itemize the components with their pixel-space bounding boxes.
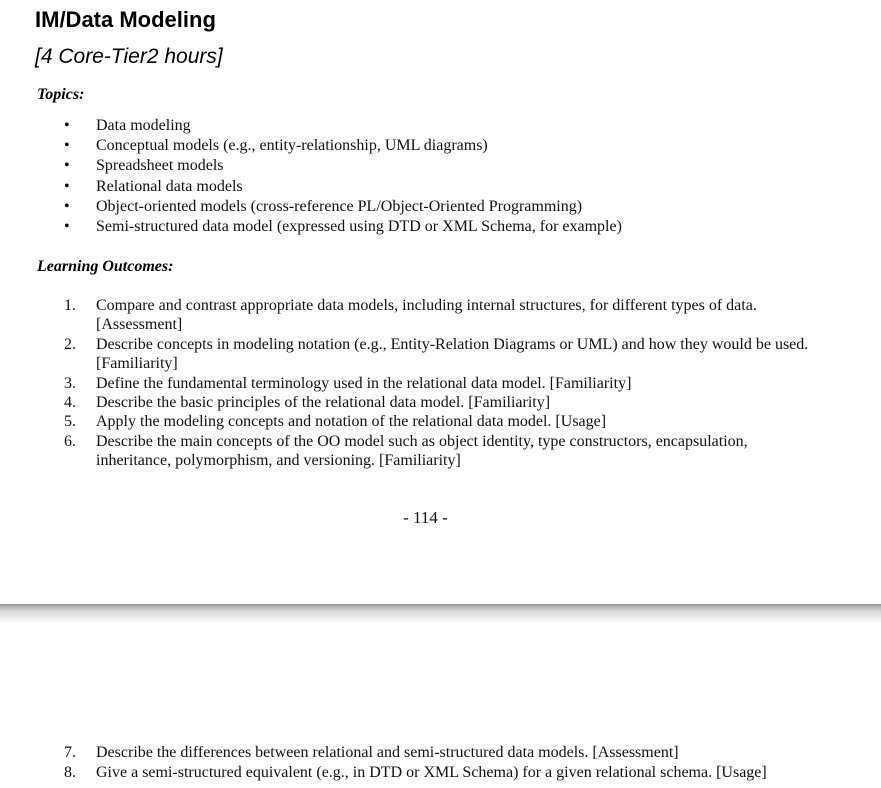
topic-text: Relational data models bbox=[96, 177, 243, 195]
outcome-text: Describe the main concepts of the OO model such as object identity, type constructors, encapsulation, inheritance, polymorphism, and versioning. [Familiarity] bbox=[96, 433, 748, 469]
outcome-text: Describe the differences between relational and semi-structured data models. [Assessment] bbox=[96, 744, 679, 761]
outcome-number: 6. bbox=[64, 433, 76, 450]
outcome-number: 5. bbox=[64, 413, 76, 430]
outcome-text: Apply the modeling concepts and notation of the relational data model. [Usage] bbox=[96, 413, 607, 430]
outcome-text: Compare and contrast appropriate data models, including internal structures, for different types of data. [Assessment] bbox=[96, 297, 757, 333]
outcome-text: Describe concepts in modeling notation (e.g., Entity-Relation Diagrams or UML) and how they would be used. [Familiarity] bbox=[96, 336, 809, 372]
outcome-text: Give a semi-structured equivalent (e.g., in DTD or XML Schema) for a given relational schema. [Usage] bbox=[96, 764, 767, 781]
topic-text: Object-oriented models (cross-reference PL/Object-Oriented Programming) bbox=[96, 197, 583, 215]
topics-label: Topics: bbox=[37, 86, 85, 103]
bullet-icon: • bbox=[64, 137, 70, 155]
outcome-text: Define the fundamental terminology used in the relational data model. [Familiarity] bbox=[96, 375, 632, 392]
bullet-icon: • bbox=[64, 117, 70, 134]
outcome-number: 3. bbox=[64, 375, 76, 392]
outcome-number: 1. bbox=[64, 297, 76, 314]
outcome-number: 4. bbox=[64, 394, 76, 411]
topic-text: Spreadsheet models bbox=[96, 157, 224, 175]
outcome-text: Describe the basic principles of the relational data model. [Familiarity] bbox=[96, 394, 551, 411]
page-number: - 114 - bbox=[403, 508, 448, 527]
outcome-number: 2. bbox=[64, 336, 76, 353]
bullet-icon: • bbox=[64, 157, 70, 175]
bullet-icon: • bbox=[64, 197, 70, 215]
bullet-icon: • bbox=[64, 217, 70, 235]
topic-text: Data modeling bbox=[96, 117, 191, 134]
outcome-number: 7. bbox=[64, 744, 76, 761]
page-115 bbox=[0, 622, 881, 788]
topic-text: Conceptual models (e.g., entity-relationship, UML diagrams) bbox=[96, 137, 488, 155]
core-hours: [4 Core-Tier2 hours] bbox=[35, 45, 223, 68]
topic-text: Semi-structured data model (expressed using DTD or XML Schema, for example) bbox=[96, 217, 622, 235]
outcome-number: 8. bbox=[64, 764, 76, 781]
section-heading: IM/Data Modeling bbox=[35, 7, 216, 32]
page-separator bbox=[0, 604, 881, 622]
learning-outcomes-label: Learning Outcomes: bbox=[37, 258, 174, 275]
bullet-icon: • bbox=[64, 177, 70, 195]
